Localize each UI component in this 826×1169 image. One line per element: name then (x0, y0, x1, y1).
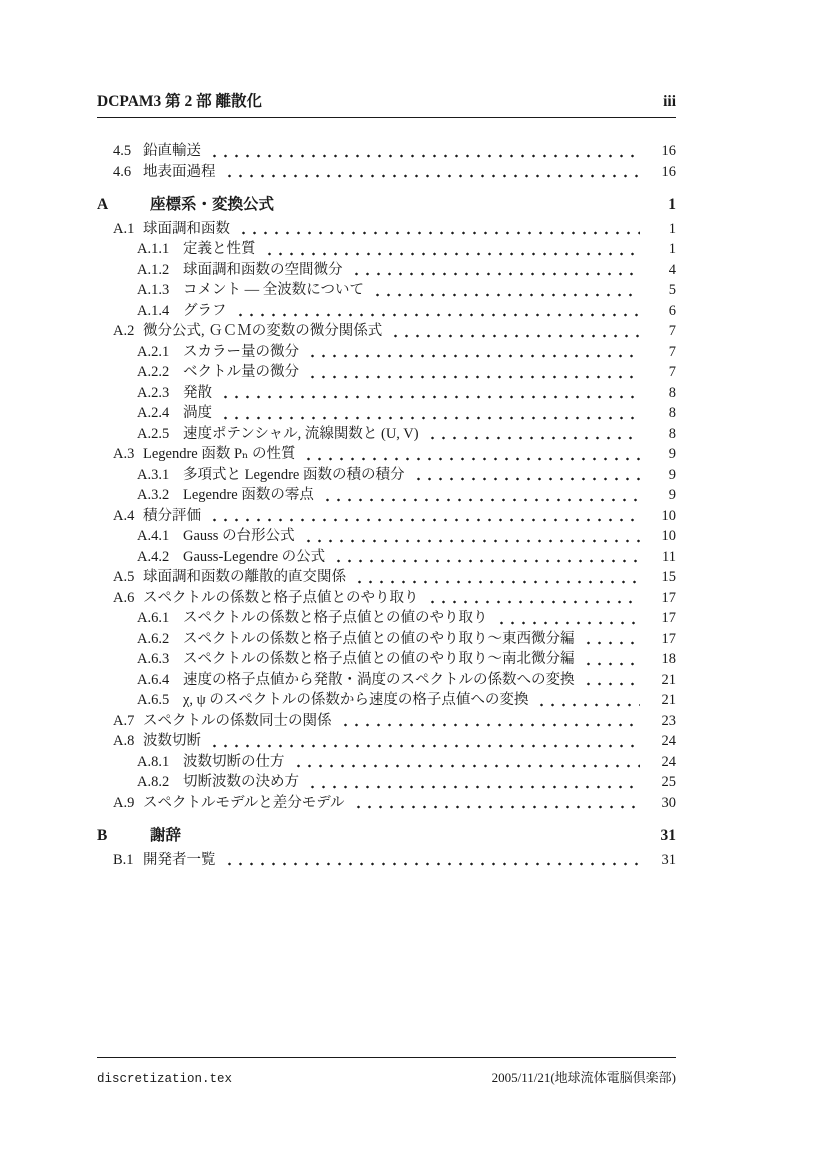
toc-entry[interactable] (97, 260, 676, 281)
toc-entry-page: 9 (668, 487, 676, 503)
toc-entry-title: 地表面過程 (143, 163, 216, 180)
toc-entry-number: A.6.4 (137, 671, 170, 688)
toc-entry[interactable] (97, 850, 676, 871)
toc-entry-number: A.2.2 (137, 364, 170, 380)
toc-entry-title: 定義と性質 (183, 241, 256, 257)
toc-entry[interactable] (97, 752, 676, 773)
toc-leader-dots (354, 580, 640, 584)
toc-entry-number: A.8 (113, 733, 135, 749)
toc-entry-title: 座標系・変換公式 (150, 196, 275, 213)
toc-entry-number: A.3 (113, 446, 135, 462)
toc-entry-number: A.8.2 (137, 774, 170, 790)
toc-entry-title: Gauss-Legendre の公式 (183, 548, 326, 565)
toc-entry-page: 17 (661, 630, 676, 647)
toc-entry-title: χ, ψ のスペクトルの係数から速度の格子点値への変換 (183, 692, 529, 708)
toc-entry-title: 微分公式, ＧＣＭの変数の微分関係式 (143, 323, 383, 339)
toc-leader-dots (220, 395, 640, 399)
toc-leader-dots (189, 839, 640, 843)
toc-leader-dots (303, 539, 640, 543)
toc-entry-title: 球面調和函数 (143, 220, 230, 237)
toc-leader-dots (307, 375, 640, 379)
toc-leader-dots (340, 723, 641, 727)
toc-entry[interactable] (97, 711, 676, 732)
toc-entry-page: 24 (661, 733, 676, 749)
toc-entry-page: 8 (668, 405, 676, 421)
toc-entry[interactable] (97, 321, 676, 342)
header-title: DCPAM3 第 2 部 離散化 (97, 93, 263, 110)
toc-entry-title: 切断波数の決め方 (183, 774, 299, 790)
toc-entry-number: A.4.1 (137, 528, 170, 544)
toc-leader-dots (282, 208, 640, 212)
toc-leader-dots (209, 744, 640, 748)
toc-entry-title: 速度ポテンシャル, 流線関数と (U, V) (183, 425, 419, 442)
toc-entry-number: A.2.1 (137, 343, 170, 360)
toc-entry[interactable] (97, 239, 676, 260)
toc-entry-title: グラフ (183, 302, 227, 319)
toc-entry[interactable] (97, 826, 676, 847)
toc-entry-page: 1 (668, 241, 676, 257)
toc-leader-dots (209, 154, 640, 158)
toc-entry-title: 波数切断の仕方 (183, 753, 285, 770)
toc-entry-page: 17 (661, 589, 676, 606)
toc-entry-title: スペクトルの係数同士の関係 (143, 712, 332, 729)
toc-entry-title: コメント — 全波数について (183, 282, 364, 298)
toc-entry-number: A.1.2 (137, 261, 170, 278)
toc-leader-dots (351, 272, 641, 276)
toc-leader-dots (293, 764, 641, 768)
toc-entry-page: 25 (661, 774, 676, 790)
toc-entry-number: A.3.2 (137, 487, 170, 503)
toc-entry[interactable] (97, 608, 676, 629)
toc-entry-number: A.8.1 (137, 753, 170, 770)
toc-entry[interactable] (97, 506, 676, 527)
toc-entry-number: A.7 (113, 712, 135, 729)
toc-entry-title: 波数切断 (143, 733, 201, 749)
toc-entry[interactable] (97, 383, 676, 404)
toc-leader-dots (536, 703, 640, 707)
header-page-number: iii (663, 93, 676, 110)
toc-entry-number: A.3.1 (137, 466, 170, 483)
toc-entry[interactable] (97, 670, 676, 691)
toc-entry-page: 24 (661, 753, 676, 770)
toc-entry[interactable] (97, 362, 676, 383)
toc-entry[interactable] (97, 424, 676, 445)
toc-entry[interactable] (97, 731, 676, 752)
toc-entry-page: 9 (668, 466, 676, 483)
toc-entry-page: 21 (661, 671, 676, 688)
toc-leader-dots (264, 252, 641, 256)
toc-entry-number: A.6 (113, 589, 135, 606)
footer-date-credit: 2005/11/21(地球流体電脳倶楽部) (491, 1070, 676, 1085)
toc-leader-dots (224, 174, 641, 178)
toc-leader-dots (427, 600, 641, 604)
toc-entry-number: A.2 (113, 323, 135, 339)
toc-entry-page: 4 (668, 261, 676, 278)
toc-leader-dots (413, 477, 641, 481)
toc-entry-number: B.1 (113, 851, 134, 868)
toc-entry-title: スカラー量の微分 (183, 343, 299, 360)
toc-entry-page: 8 (668, 425, 676, 442)
toc-entry-page: 31 (661, 851, 676, 868)
toc-entry-page: 1 (668, 196, 676, 213)
toc-entry-page: 16 (661, 143, 676, 159)
toc-entry-number: A.9 (113, 794, 135, 811)
toc-entry[interactable] (97, 403, 676, 424)
toc-entry-page: 17 (661, 610, 676, 626)
toc-entry[interactable] (97, 141, 676, 162)
toc-entry-title: スペクトルの係数と格子点値との値のやり取り～南北微分編 (183, 651, 575, 667)
toc-entry-number: A.2.5 (137, 425, 170, 442)
toc-entry-title: Gauss の台形公式 (183, 528, 295, 544)
toc-leader-dots (307, 785, 640, 789)
toc-entry-page: 30 (661, 794, 676, 811)
toc-entry-page: 1 (668, 220, 676, 237)
toc-entry-number: A.2.3 (137, 384, 170, 401)
toc-entry-number: B (97, 827, 108, 844)
toc-leader-dots (496, 621, 641, 625)
toc-entry[interactable] (97, 526, 676, 547)
toc-entry-title: 渦度 (183, 405, 212, 421)
toc-entry[interactable] (97, 588, 676, 609)
toc-entry-title: 積分評価 (143, 507, 201, 524)
toc-entry-number: 4.5 (113, 143, 132, 159)
toc-entry[interactable] (97, 649, 676, 670)
toc-entry-title: Legendre 函数の零点 (183, 487, 314, 503)
toc-entry-number: A (97, 196, 109, 213)
toc-entry-number: A.1 (113, 220, 135, 237)
toc-entry-page: 11 (662, 548, 676, 565)
toc-entry-title: スペクトルモデルと差分モデル (143, 794, 345, 811)
footer-filename: discretization.tex (97, 1072, 233, 1086)
toc-leader-dots (583, 641, 641, 645)
toc-entry-page: 21 (661, 692, 676, 708)
toc-leader-dots (390, 334, 640, 338)
toc-entry[interactable] (97, 195, 676, 216)
toc-entry[interactable] (97, 465, 676, 486)
toc-leader-dots (353, 805, 640, 809)
toc-entry-page: 18 (661, 651, 676, 667)
running-header (97, 89, 676, 118)
toc-entry-title: 球面調和函数の離散的直交関係 (143, 569, 346, 585)
toc-leader-dots (372, 293, 640, 297)
toc-entry[interactable] (97, 690, 676, 711)
toc-entry-page: 7 (668, 343, 676, 360)
toc-entry[interactable] (97, 485, 676, 506)
toc-entry-title: スペクトルの係数と格子点値との値のやり取り～東西微分編 (183, 630, 575, 647)
toc-leader-dots (322, 498, 640, 502)
toc-entry-page: 5 (668, 282, 676, 298)
toc-entry-number: A.6.1 (137, 610, 170, 626)
toc-entry-number: A.6.5 (137, 692, 170, 708)
toc-leader-dots (235, 313, 641, 317)
toc-entry[interactable] (97, 444, 676, 465)
toc-entry-page: 6 (668, 302, 676, 319)
toc-entry-number: 4.6 (113, 163, 132, 180)
toc-list (97, 141, 676, 870)
toc-entry[interactable] (97, 280, 676, 301)
toc-entry[interactable] (97, 219, 676, 240)
toc-entry-title: 速度の格子点値から発散・渦度のスペクトルの係数への変換 (183, 671, 575, 688)
toc-entry-number: A.5 (113, 569, 135, 585)
toc-leader-dots (333, 559, 640, 563)
toc-leader-dots (209, 518, 640, 522)
toc-entry-page: 7 (668, 323, 676, 339)
toc-entry-title: 発散 (183, 384, 212, 401)
toc-entry-page: 31 (660, 827, 676, 844)
toc-entry-title: 球面調和函数の空間微分 (183, 261, 343, 278)
toc-entry[interactable] (97, 162, 676, 183)
toc-entry[interactable] (97, 547, 676, 568)
toc-entry-title: 謝辞 (150, 827, 182, 844)
toc-leader-dots (427, 436, 640, 440)
toc-leader-dots (224, 862, 641, 866)
toc-entry-number: A.2.4 (137, 405, 170, 421)
running-footer (97, 1057, 676, 1086)
toc-entry-number: A.1.1 (137, 241, 170, 257)
toc-entry-page: 10 (661, 507, 676, 524)
toc-entry-title: スペクトルの係数と格子点値との値のやり取り (183, 610, 488, 626)
toc-entry[interactable] (97, 567, 676, 588)
toc-entry-number: A.6.3 (137, 651, 170, 667)
toc-entry-page: 16 (661, 163, 676, 180)
toc-entry-title: ベクトル量の微分 (183, 364, 299, 380)
toc-entry-page: 7 (668, 364, 676, 380)
toc-entry-number: A.4 (113, 507, 135, 524)
toc-entry[interactable] (97, 793, 676, 814)
toc-leader-dots (307, 354, 640, 358)
toc-entry-number: A.4.2 (137, 548, 170, 565)
toc-leader-dots (583, 682, 641, 686)
toc-entry-title: 鉛直輸送 (143, 143, 201, 159)
toc-leader-dots (238, 231, 640, 235)
toc-entry-number: A.1.3 (137, 282, 170, 298)
toc-entry-page: 8 (668, 384, 676, 401)
toc-entry-number: A.6.2 (137, 630, 170, 647)
toc-entry-page: 15 (661, 569, 676, 585)
toc-entry[interactable] (97, 772, 676, 793)
toc-entry[interactable] (97, 301, 676, 322)
toc-entry-title: 多項式と Legendre 函数の積の積分 (183, 466, 405, 483)
toc-entry-title: 開発者一覧 (143, 851, 216, 868)
toc-leader-dots (303, 457, 640, 461)
toc-entry-page: 9 (668, 446, 676, 462)
toc-entry-page: 10 (661, 528, 676, 544)
toc-entry-page: 23 (661, 712, 676, 729)
toc-leader-dots (583, 662, 641, 666)
toc-entry-title: Legendre 函数 Pₙ の性質 (143, 446, 296, 462)
toc-entry[interactable] (97, 342, 676, 363)
toc-entry-title: スペクトルの係数と格子点値とのやり取り (143, 589, 419, 606)
toc-entry[interactable] (97, 629, 676, 650)
toc-entry-number: A.1.4 (137, 302, 170, 319)
toc-leader-dots (220, 416, 640, 420)
